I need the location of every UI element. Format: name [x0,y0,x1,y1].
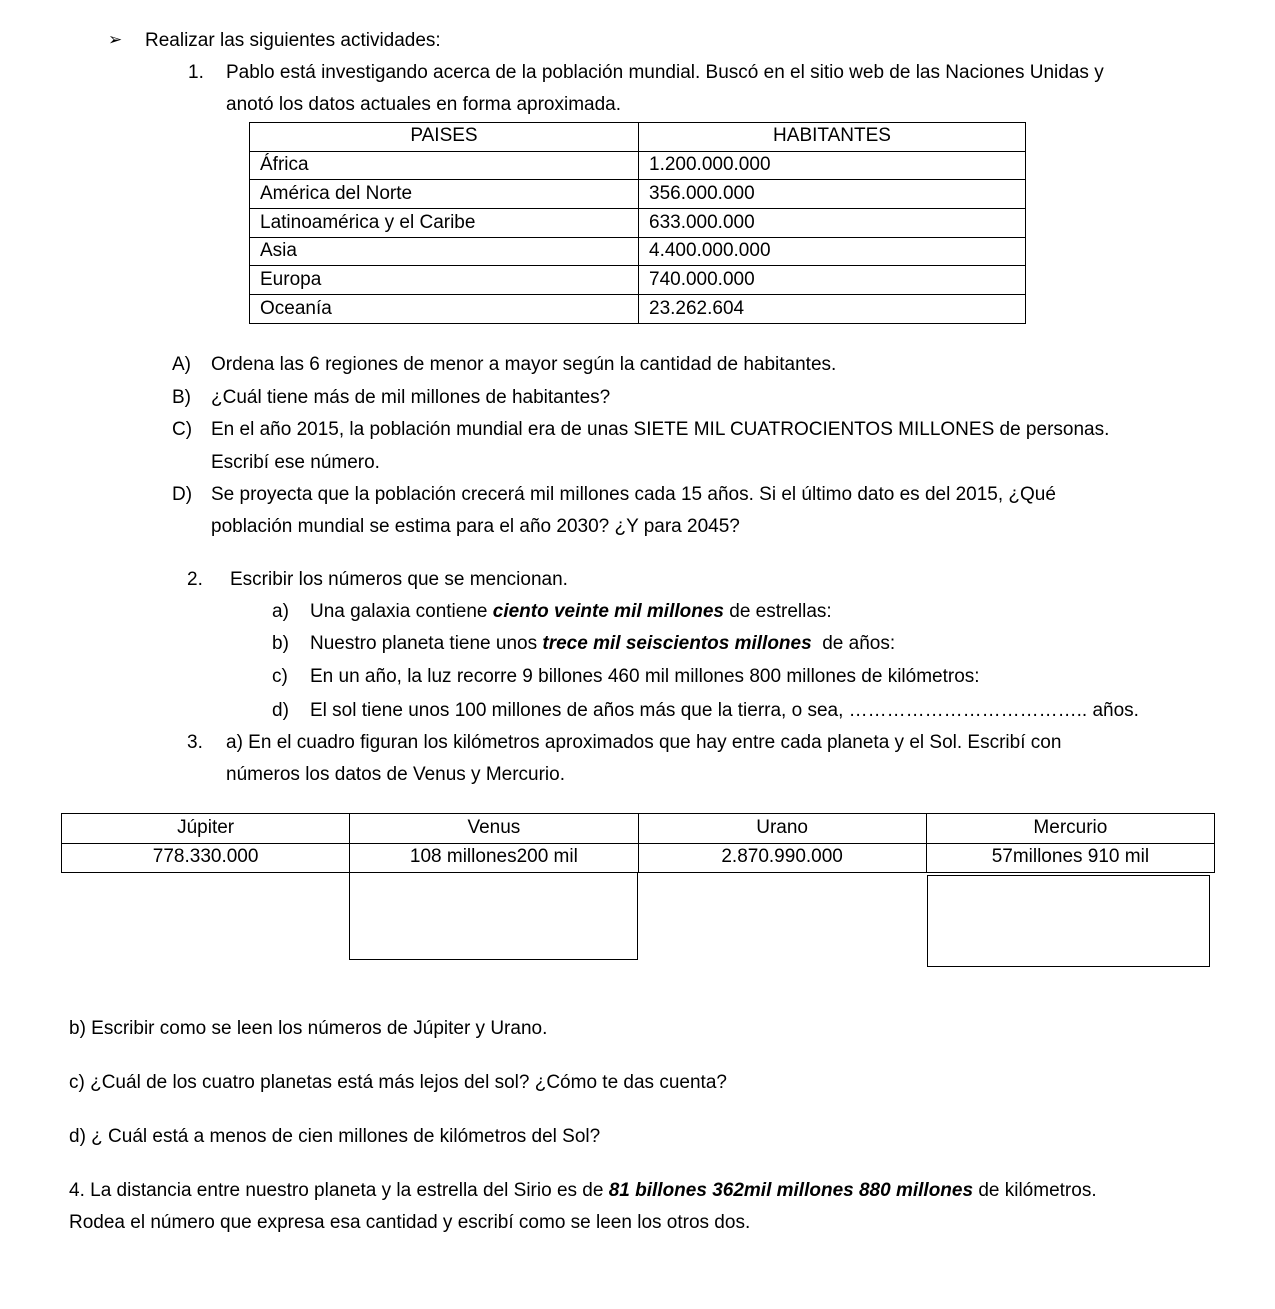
q4-text-line2: Rodea el número que expresa esa cantidad y escribí como se leen los otros dos. [69,1212,751,1233]
q3-c-text: c) ¿Cuál de los cuatro planetas está más lejos del sol? ¿Cómo te das cuenta? [69,1072,727,1093]
region-cell: África [250,151,639,180]
table-row [250,209,1026,238]
item-b-text: ¿Cuál tiene más de mil millones de habitantes? [211,387,611,408]
q2-number: 2. [187,569,203,590]
q2-text: Escribir los números que se mencionan. [230,569,568,590]
population-cell: 356.000.000 [639,180,1026,209]
q2-a-post: de estrellas: [723,601,832,622]
q2-c-label: c) [272,666,288,687]
item-a-text: Ordena las 6 regiones de menor a mayor según la cantidad de habitantes. [211,354,837,375]
planet-value-row [62,843,1215,873]
population-cell: 4.400.000.000 [639,237,1026,266]
q3-a-line2: números los datos de Venus y Mercurio. [226,764,566,785]
q2-b-text [310,633,895,656]
q2-a-pre: Una galaxia contiene [310,601,493,622]
q4-text-line1 [69,1180,1097,1203]
region-cell: Europa [250,266,639,295]
intro-text: Realizar las siguientes actividades: [145,30,441,51]
mercurio-answer-box[interactable] [927,875,1210,967]
population-cell: 633.000.000 [639,209,1026,238]
table-header-row [250,123,1026,152]
value-urano: 2.870.990.000 [638,843,926,873]
value-venus: 108 millones200 mil [350,843,638,873]
venus-answer-box[interactable] [349,872,638,960]
item-d-label: D) [172,484,193,505]
q2-b-pre: Nuestro planeta tiene unos [310,633,543,654]
region-cell: Latinoamérica y el Caribe [250,209,639,238]
header-habitantes: HABITANTES [639,123,1026,152]
header-paises: PAISES [250,123,639,152]
population-cell: 1.200.000.000 [639,151,1026,180]
q1-number: 1. [188,62,204,83]
q4-bold: 81 billones 362mil millones 880 millones [608,1180,974,1201]
population-table [249,122,1026,324]
q2-c-text: En un año, la luz recorre 9 billones 460 mil millones 800 millones de kilómetros: [310,666,980,687]
q2-a-text [310,601,832,624]
q1-text-line1: Pablo está investigando acerca de la población mundial. Buscó en el sitio web de las Naciones Unidas y [226,62,1104,83]
q2-b-label: b) [272,633,289,654]
header-jupiter: Júpiter [62,814,350,844]
table-row [250,180,1026,209]
item-c-label: C) [172,419,193,440]
table-row [250,151,1026,180]
q3-d-text: d) ¿ Cuál está a menos de cien millones de kilómetros del Sol? [69,1126,601,1147]
region-cell: América del Norte [250,180,639,209]
arrow-bullet-icon: ➢ [108,30,123,49]
region-cell: Asia [250,237,639,266]
table-row [250,237,1026,266]
header-mercurio: Mercurio [926,814,1214,844]
table-row [250,295,1026,324]
q2-d-text: El sol tiene unos 100 millones de años más que la tierra, o sea, ……………………………….. años. [310,700,1139,721]
q2-a-label: a) [272,601,289,622]
item-d-text-line1: Se proyecta que la población crecerá mil millones cada 15 años. Si el último dato es del 2015, ¿Qué [211,484,1056,505]
population-cell: 740.000.000 [639,266,1026,295]
item-c-text-line2: Escribí ese número. [211,452,380,473]
planet-header-row [62,814,1215,844]
q3-number: 3. [187,732,203,753]
item-c-text-line1: En el año 2015, la población mundial era de unas SIETE MIL CUATROCIENTOS MILLONES de personas. [211,419,1110,440]
header-urano: Urano [638,814,926,844]
q2-b-post: de años: [811,633,896,654]
q2-d-label: d) [272,700,289,721]
header-venus: Venus [350,814,638,844]
value-mercurio: 57millones 910 mil [926,843,1214,873]
q3-b-text: b) Escribir como se leen los números de Júpiter y Urano. [69,1018,548,1039]
q3-a-line1: a) En el cuadro figuran los kilómetros aproximados que hay entre cada planeta y el Sol. Escribí con [226,732,1062,753]
item-b-label: B) [172,387,191,408]
value-jupiter: 778.330.000 [62,843,350,873]
item-a-label: A) [172,354,191,375]
q1-text-line2: anotó los datos actuales en forma aproximada. [226,94,622,115]
q2-b-bold: trece mil seiscientos millones [542,633,812,654]
item-d-text-line2: población mundial se estima para el año 2030? ¿Y para 2045? [211,516,740,537]
q4-post: de kilómetros. [973,1180,1097,1201]
population-cell: 23.262.604 [639,295,1026,324]
q4-pre: 4. La distancia entre nuestro planeta y la estrella del Sirio es de [69,1180,609,1201]
table-row [250,266,1026,295]
region-cell: Oceanía [250,295,639,324]
planet-distance-table [61,813,1215,873]
q2-a-bold: ciento veinte mil millones [492,601,724,622]
